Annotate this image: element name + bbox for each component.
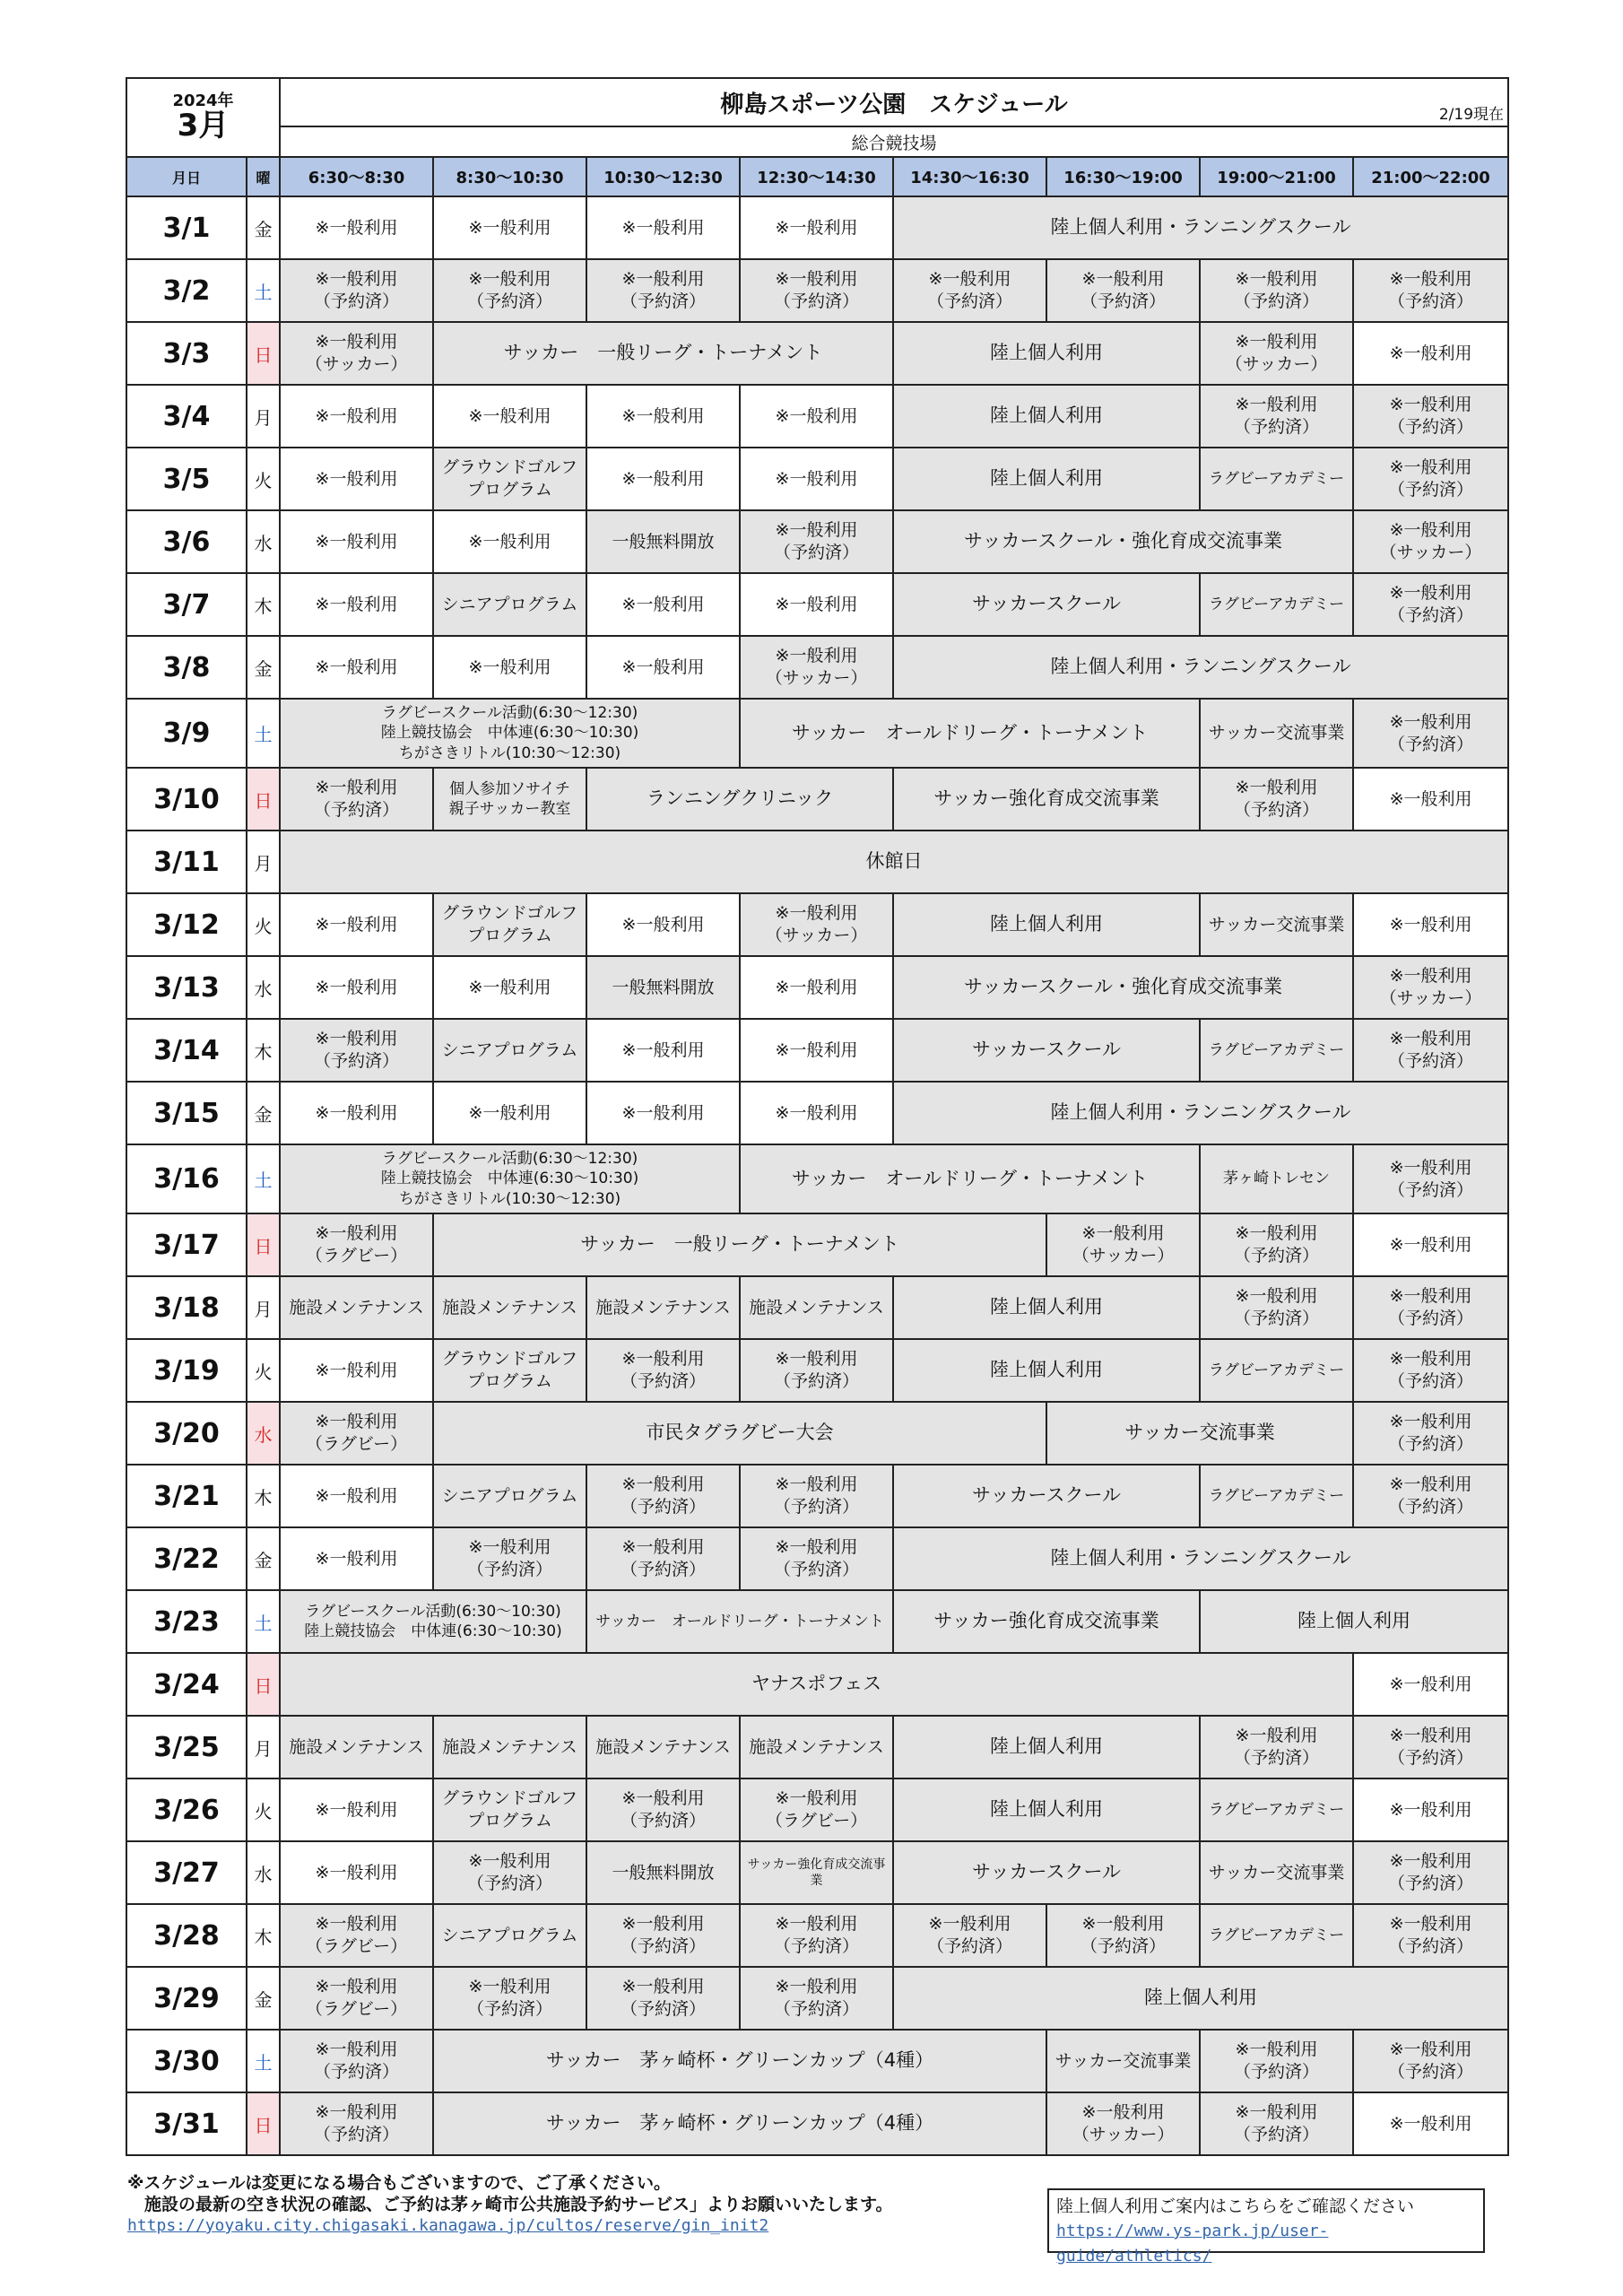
- schedule-cell: ランニングクリニック: [586, 768, 893, 831]
- date-cell: 3/12: [126, 893, 247, 956]
- schedule-cell: サッカー強化育成交流事業: [740, 1841, 893, 1904]
- schedule-cell: ※一般利用: [280, 893, 433, 956]
- schedule-cell: ※一般利用: [586, 636, 740, 699]
- schedule-cell: ラグビースクール活動(6:30～12:30) 陸上競技協会 中体連(6:30～10:30) ちがさきリトル(10:30～12:30): [280, 699, 740, 768]
- date-cell: 3/31: [126, 2092, 247, 2155]
- col-header-slot: 16:30～19:00: [1046, 157, 1200, 196]
- schedule-cell: ※一般利用: [740, 196, 893, 259]
- schedule-cell: ※一般利用: [586, 196, 740, 259]
- schedule-cell: ※一般利用 （予約済）: [1200, 259, 1353, 322]
- schedule-cell: ※一般利用 （予約済）: [1200, 1276, 1353, 1339]
- schedule-cell: ※一般利用 （予約済）: [1353, 1019, 1508, 1082]
- weekday-cell: 火: [247, 1779, 280, 1841]
- schedule-cell: ※一般利用 （サッカー）: [1046, 2092, 1200, 2155]
- schedule-row: [126, 1904, 1508, 1967]
- date-cell: 3/2: [126, 259, 247, 322]
- schedule-cell: サッカー交流事業: [1200, 893, 1353, 956]
- weekday-cell: 土: [247, 699, 280, 768]
- weekday-cell: 金: [247, 1082, 280, 1144]
- schedule-cell: 陸上個人利用: [893, 322, 1200, 385]
- schedule-row: [126, 1527, 1508, 1590]
- date-cell: 3/4: [126, 385, 247, 448]
- athletics-info-box: [1047, 2188, 1485, 2266]
- date-cell: 3/25: [126, 1716, 247, 1779]
- date-cell: 3/19: [126, 1339, 247, 1402]
- schedule-row: [126, 1841, 1508, 1904]
- schedule-cell: ※一般利用 （予約済）: [433, 1967, 586, 2030]
- schedule-cell: 施設メンテナンス: [740, 1716, 893, 1779]
- schedule-cell: サッカースクール・強化育成交流事業: [893, 956, 1353, 1019]
- col-header-date: 月日: [126, 157, 247, 196]
- date-cell: 3/8: [126, 636, 247, 699]
- schedule-cell: ※一般利用 （予約済）: [893, 259, 1046, 322]
- schedule-cell: ※一般利用: [1353, 1779, 1508, 1841]
- schedule-cell: ※一般利用: [433, 385, 586, 448]
- schedule-cell: ※一般利用: [740, 573, 893, 636]
- schedule-cell: 陸上個人利用: [893, 1339, 1200, 1402]
- date-cell: 3/17: [126, 1213, 247, 1276]
- schedule-cell: ※一般利用 （予約済）: [433, 1841, 586, 1904]
- schedule-cell: ※一般利用 （予約済）: [1353, 1716, 1508, 1779]
- schedule-row: [126, 956, 1508, 1019]
- schedule-cell: 陸上個人利用: [893, 893, 1200, 956]
- weekday-cell: 土: [247, 1590, 280, 1653]
- schedule-row: [126, 1339, 1508, 1402]
- schedule-cell: 茅ヶ崎トレセン: [1200, 1144, 1353, 1213]
- date-cell: 3/24: [126, 1653, 247, 1716]
- year-label: 2024年: [172, 91, 234, 110]
- schedule-cell: 陸上個人利用: [893, 1967, 1508, 2030]
- schedule-cell: ※一般利用: [740, 1019, 893, 1082]
- date-cell: 3/23: [126, 1590, 247, 1653]
- schedule-row: [126, 2092, 1508, 2155]
- schedule-cell: ※一般利用: [586, 573, 740, 636]
- schedule-cell: ※一般利用: [280, 196, 433, 259]
- schedule-cell: 陸上個人利用・ランニングスクール: [893, 196, 1508, 259]
- col-header-slot: 14:30～16:30: [893, 157, 1046, 196]
- schedule-cell: ※一般利用: [1353, 1653, 1508, 1716]
- schedule-cell: ※一般利用: [586, 893, 740, 956]
- schedule-row: [126, 1144, 1508, 1213]
- title-text: 柳島スポーツ公園 スケジュール: [720, 91, 1068, 118]
- schedule-cell: ラグビースクール活動(6:30～12:30) 陸上競技協会 中体連(6:30～10:30) ちがさきリトル(10:30～12:30): [280, 1144, 740, 1213]
- schedule-cell: 陸上個人利用: [893, 448, 1200, 510]
- schedule-cell: ※一般利用: [280, 1527, 433, 1590]
- schedule-cell: 一般無料開放: [586, 1841, 740, 1904]
- schedule-cell: ※一般利用 （予約済）: [586, 1465, 740, 1527]
- schedule-cell: ※一般利用 （予約済）: [1353, 699, 1508, 768]
- schedule-cell: ※一般利用 （予約済）: [433, 1527, 586, 1590]
- schedule-cell: 市民タグラグビー大会: [433, 1402, 1046, 1465]
- schedule-cell: ※一般利用: [280, 573, 433, 636]
- schedule-cell: 一般無料開放: [586, 956, 740, 1019]
- weekday-cell: 木: [247, 1904, 280, 1967]
- schedule-cell: サッカー 一般リーグ・トーナメント: [433, 322, 893, 385]
- schedule-cell: ※一般利用 （予約済）: [1353, 1841, 1508, 1904]
- schedule-cell: ※一般利用 （予約済）: [740, 259, 893, 322]
- date-cell: 3/13: [126, 956, 247, 1019]
- weekday-cell: 木: [247, 1465, 280, 1527]
- schedule-cell: ※一般利用 （予約済）: [1200, 2092, 1353, 2155]
- schedule-cell: ※一般利用: [280, 448, 433, 510]
- schedule-cell: ※一般利用 （ラグビー）: [280, 1213, 433, 1276]
- weekday-cell: 金: [247, 1967, 280, 2030]
- schedule-row: [126, 1402, 1508, 1465]
- weekday-cell: 水: [247, 510, 280, 573]
- schedule-cell: サッカー 茅ヶ崎杯・グリーンカップ（4種）: [433, 2092, 1046, 2155]
- schedule-cell: ※一般利用: [280, 636, 433, 699]
- schedule-cell: ※一般利用: [740, 448, 893, 510]
- col-header-slot: 12:30～14:30: [740, 157, 893, 196]
- weekday-cell: 火: [247, 448, 280, 510]
- schedule-cell: 個人参加ソサイチ 親子サッカー教室: [433, 768, 586, 831]
- schedule-cell: ※一般利用: [1353, 2092, 1508, 2155]
- weekday-cell: 月: [247, 831, 280, 893]
- schedule-cell: ※一般利用 （予約済）: [1353, 1402, 1508, 1465]
- schedule-cell: ※一般利用 （予約済）: [586, 1527, 740, 1590]
- date-cell: 3/6: [126, 510, 247, 573]
- schedule-cell: ※一般利用 （サッカー）: [740, 636, 893, 699]
- date-cell: 3/30: [126, 2030, 247, 2092]
- schedule-cell: 陸上個人利用: [893, 385, 1200, 448]
- schedule-cell: サッカー交流事業: [1200, 1841, 1353, 1904]
- date-cell: 3/26: [126, 1779, 247, 1841]
- schedule-cell: ※一般利用 （サッカー）: [740, 893, 893, 956]
- weekday-cell: 水: [247, 1402, 280, 1465]
- schedule-row: [126, 510, 1508, 573]
- footer-notes: [127, 2172, 892, 2237]
- schedule-cell: ※一般利用 （予約済）: [280, 2030, 433, 2092]
- date-cell: 3/16: [126, 1144, 247, 1213]
- schedule-cell: ※一般利用 （予約済）: [1353, 385, 1508, 448]
- schedule-row: [126, 768, 1508, 831]
- schedule-cell: ※一般利用 （予約済）: [1353, 1144, 1508, 1213]
- schedule-cell: ※一般利用: [433, 956, 586, 1019]
- schedule-cell: 施設メンテナンス: [740, 1276, 893, 1339]
- schedule-cell: ※一般利用 （予約済）: [740, 510, 893, 573]
- weekday-cell: 日: [247, 1653, 280, 1716]
- col-header-slot: 8:30～10:30: [433, 157, 586, 196]
- schedule-cell: ※一般利用 （予約済）: [586, 1967, 740, 2030]
- schedule-row: [126, 573, 1508, 636]
- schedule-cell: 陸上個人利用: [893, 1716, 1200, 1779]
- schedule-cell: ※一般利用 （予約済）: [586, 1339, 740, 1402]
- col-header-slot: 6:30～8:30: [280, 157, 433, 196]
- weekday-cell: 土: [247, 259, 280, 322]
- schedule-row: [126, 636, 1508, 699]
- schedule-cell: ※一般利用 （予約済）: [1353, 448, 1508, 510]
- schedule-cell: ※一般利用 （予約済）: [586, 259, 740, 322]
- schedule-cell: ※一般利用 （サッカー）: [1046, 1213, 1200, 1276]
- schedule-cell: ※一般利用 （予約済）: [586, 1779, 740, 1841]
- weekday-cell: 月: [247, 1716, 280, 1779]
- schedule-cell: サッカー強化育成交流事業: [893, 1590, 1200, 1653]
- schedule-cell: 陸上個人利用: [1200, 1590, 1508, 1653]
- schedule-cell: ※一般利用 （予約済）: [1353, 573, 1508, 636]
- schedule-cell: サッカー 一般リーグ・トーナメント: [433, 1213, 1046, 1276]
- schedule-cell: ※一般利用: [280, 1779, 433, 1841]
- weekday-cell: 水: [247, 1841, 280, 1904]
- schedule-cell: ※一般利用 （予約済）: [1046, 259, 1200, 322]
- schedule-cell: ※一般利用: [433, 1082, 586, 1144]
- schedule-cell: ※一般利用 （予約済）: [280, 1019, 433, 1082]
- date-cell: 3/27: [126, 1841, 247, 1904]
- schedule-cell: シニアプログラム: [433, 1019, 586, 1082]
- notice-line: 施設の最新の空き状況の確認、ご予約は茅ヶ崎市公共施設予約サービス」よりお願いいたします。: [127, 2195, 893, 2214]
- schedule-row: [126, 259, 1508, 322]
- schedule-cell: ※一般利用 （予約済）: [433, 259, 586, 322]
- schedule-cell: ※一般利用 （サッカー）: [1200, 322, 1353, 385]
- schedule-cell: ※一般利用: [586, 385, 740, 448]
- schedule-cell: 陸上個人利用・ランニングスクール: [893, 1082, 1508, 1144]
- date-cell: 3/22: [126, 1527, 247, 1590]
- schedule-cell: ※一般利用 （予約済）: [893, 1904, 1046, 1967]
- schedule-cell: ラグビーアカデミー: [1200, 448, 1353, 510]
- weekday-cell: 火: [247, 1339, 280, 1402]
- schedule-cell: 休館日: [280, 831, 1508, 893]
- schedule-cell: 陸上個人利用・ランニングスクール: [893, 636, 1508, 699]
- schedule-row: [126, 1779, 1508, 1841]
- schedule-cell: 施設メンテナンス: [586, 1716, 740, 1779]
- page-title: [280, 78, 1508, 126]
- schedule-row: [126, 196, 1508, 259]
- schedule-row: [126, 1276, 1508, 1339]
- schedule-cell: ※一般利用: [740, 956, 893, 1019]
- weekday-cell: 金: [247, 1527, 280, 1590]
- weekday-cell: 日: [247, 2092, 280, 2155]
- schedule-table: [126, 77, 1509, 2156]
- schedule-row: [126, 1716, 1508, 1779]
- schedule-row: [126, 448, 1508, 510]
- schedule-cell: ラグビーアカデミー: [1200, 1019, 1353, 1082]
- schedule-cell: ※一般利用 （予約済）: [740, 1967, 893, 2030]
- schedule-cell: ※一般利用 （予約済）: [1353, 259, 1508, 322]
- schedule-cell: ※一般利用 （予約済）: [740, 1339, 893, 1402]
- schedule-cell: ※一般利用: [280, 956, 433, 1019]
- col-header-slot: 10:30～12:30: [586, 157, 740, 196]
- schedule-cell: ラグビーアカデミー: [1200, 1339, 1353, 1402]
- weekday-cell: 土: [247, 2030, 280, 2092]
- weekday-cell: 日: [247, 1213, 280, 1276]
- schedule-cell: ※一般利用 （予約済）: [740, 1527, 893, 1590]
- schedule-cell: グラウンドゴルフ プログラム: [433, 1339, 586, 1402]
- schedule-row: [126, 1213, 1508, 1276]
- schedule-cell: サッカー交流事業: [1200, 699, 1353, 768]
- schedule-cell: グラウンドゴルフ プログラム: [433, 448, 586, 510]
- schedule-row: [126, 699, 1508, 768]
- schedule-cell: ※一般利用 （予約済）: [1200, 2030, 1353, 2092]
- date-cell: 3/10: [126, 768, 247, 831]
- weekday-cell: 木: [247, 573, 280, 636]
- schedule-cell: 施設メンテナンス: [433, 1716, 586, 1779]
- schedule-cell: ※一般利用: [433, 196, 586, 259]
- schedule-cell: シニアプログラム: [433, 573, 586, 636]
- schedule-cell: サッカースクール・強化育成交流事業: [893, 510, 1353, 573]
- schedule-cell: ヤナスポフェス: [280, 1653, 1353, 1716]
- weekday-cell: 木: [247, 1019, 280, 1082]
- col-header-slot: 21:00～22:00: [1353, 157, 1508, 196]
- schedule-cell: ※一般利用: [1353, 768, 1508, 831]
- weekday-cell: 火: [247, 893, 280, 956]
- schedule-cell: ラグビーアカデミー: [1200, 1465, 1353, 1527]
- date-cell: 3/7: [126, 573, 247, 636]
- schedule-cell: ※一般利用 （予約済）: [586, 1904, 740, 1967]
- schedule-cell: サッカースクール: [893, 1465, 1200, 1527]
- schedule-cell: ※一般利用 （予約済）: [1353, 1276, 1508, 1339]
- schedule-cell: ラグビースクール活動(6:30～10:30) 陸上競技協会 中体連(6:30～10:30): [280, 1590, 586, 1653]
- schedule-row: [126, 1019, 1508, 1082]
- schedule-cell: ※一般利用 （サッカー）: [1353, 510, 1508, 573]
- weekday-cell: 水: [247, 956, 280, 1019]
- schedule-cell: ラグビーアカデミー: [1200, 1904, 1353, 1967]
- schedule-cell: サッカー強化育成交流事業: [893, 768, 1200, 831]
- schedule-cell: サッカー 茅ヶ崎杯・グリーンカップ（4種）: [433, 2030, 1046, 2092]
- date-cell: 3/1: [126, 196, 247, 259]
- schedule-cell: ※一般利用 （予約済）: [740, 1465, 893, 1527]
- schedule-cell: 陸上個人利用: [893, 1779, 1200, 1841]
- schedule-cell: ※一般利用: [740, 1082, 893, 1144]
- schedule-cell: ※一般利用 （予約済）: [1353, 1339, 1508, 1402]
- info-text: 陸上個人利用ご案内はこちらをご確認ください: [1056, 2196, 1415, 2216]
- schedule-cell: 施設メンテナンス: [280, 1276, 433, 1339]
- weekday-cell: 日: [247, 322, 280, 385]
- schedule-cell: ※一般利用: [1353, 322, 1508, 385]
- schedule-cell: サッカースクール: [893, 1841, 1200, 1904]
- schedule-cell: ※一般利用: [433, 510, 586, 573]
- schedule-cell: ※一般利用 （予約済）: [280, 768, 433, 831]
- schedule-cell: ※一般利用: [280, 385, 433, 448]
- reservation-link[interactable]: https://yoyaku.city.chigasaki.kanagawa.jp/cultos/reserve/gin_init2: [127, 2216, 769, 2235]
- schedule-row: [126, 385, 1508, 448]
- notice-line: ※スケジュールは変更になる場合もございますので、ご了承ください。: [127, 2173, 671, 2193]
- schedule-cell: ※一般利用 （予約済）: [1046, 1904, 1200, 1967]
- schedule-cell: サッカー オールドリーグ・トーナメント: [740, 699, 1200, 768]
- schedule-cell: ※一般利用: [280, 1841, 433, 1904]
- schedule-cell: ※一般利用 （予約済）: [1200, 385, 1353, 448]
- venue-label: 総合競技場: [280, 126, 1508, 157]
- schedule-cell: ※一般利用: [280, 1082, 433, 1144]
- schedule-row: [126, 1465, 1508, 1527]
- date-cell: 3/15: [126, 1082, 247, 1144]
- schedule-row: [126, 1082, 1508, 1144]
- schedule-cell: ※一般利用: [433, 636, 586, 699]
- date-cell: 3/29: [126, 1967, 247, 2030]
- schedule-cell: ※一般利用 （予約済）: [1200, 768, 1353, 831]
- schedule-cell: サッカー交流事業: [1046, 2030, 1200, 2092]
- schedule-cell: シニアプログラム: [433, 1904, 586, 1967]
- date-cell: 3/11: [126, 831, 247, 893]
- schedule-cell: ※一般利用: [280, 1465, 433, 1527]
- schedule-cell: サッカー オールドリーグ・トーナメント: [586, 1590, 893, 1653]
- schedule-row: [126, 1967, 1508, 2030]
- schedule-cell: ※一般利用 （予約済）: [1200, 1716, 1353, 1779]
- schedule-cell: ※一般利用 （ラグビー）: [280, 1904, 433, 1967]
- schedule-row: [126, 831, 1508, 893]
- schedule-cell: ※一般利用: [586, 1082, 740, 1144]
- date-cell: 3/3: [126, 322, 247, 385]
- schedule-cell: ※一般利用 （予約済）: [280, 2092, 433, 2155]
- schedule-cell: サッカー オールドリーグ・トーナメント: [740, 1144, 1200, 1213]
- schedule-cell: 施設メンテナンス: [280, 1716, 433, 1779]
- weekday-cell: 月: [247, 1276, 280, 1339]
- schedule-cell: ※一般利用: [1353, 893, 1508, 956]
- schedule-cell: ※一般利用 （サッカー）: [1353, 956, 1508, 1019]
- schedule-cell: ※一般利用 （ラグビー）: [740, 1779, 893, 1841]
- schedule-cell: ※一般利用 （ラグビー）: [280, 1402, 433, 1465]
- schedule-cell: サッカー交流事業: [1046, 1402, 1353, 1465]
- schedule-cell: ※一般利用 （予約済）: [1200, 1213, 1353, 1276]
- schedule-cell: ※一般利用 （予約済）: [1353, 1904, 1508, 1967]
- year-month-header: [126, 78, 280, 157]
- schedule-cell: ※一般利用: [1353, 1213, 1508, 1276]
- schedule-cell: ラグビーアカデミー: [1200, 1779, 1353, 1841]
- schedule-row: [126, 893, 1508, 956]
- schedule-cell: 一般無料開放: [586, 510, 740, 573]
- schedule-row: [126, 322, 1508, 385]
- athletics-guide-link[interactable]: https://www.ys-park.jp/user-guide/athletics/: [1056, 2222, 1329, 2266]
- schedule-cell: ※一般利用 （サッカー）: [280, 322, 433, 385]
- weekday-cell: 日: [247, 768, 280, 831]
- schedule-cell: ※一般利用 （ラグビー）: [280, 1967, 433, 2030]
- column-header-row: [126, 157, 1508, 196]
- schedule-cell: ※一般利用: [740, 385, 893, 448]
- schedule-cell: ※一般利用: [586, 1019, 740, 1082]
- date-cell: 3/21: [126, 1465, 247, 1527]
- weekday-cell: 土: [247, 1144, 280, 1213]
- schedule-cell: ※一般利用 （予約済）: [1353, 2030, 1508, 2092]
- month-label: 3月: [177, 107, 230, 144]
- schedule-cell: ※一般利用: [586, 448, 740, 510]
- schedule-cell: シニアプログラム: [433, 1465, 586, 1527]
- schedule-row: [126, 1653, 1508, 1716]
- schedule-cell: サッカースクール: [893, 1019, 1200, 1082]
- schedule-cell: 施設メンテナンス: [433, 1276, 586, 1339]
- col-header-slot: 19:00～21:00: [1200, 157, 1353, 196]
- schedule-cell: 施設メンテナンス: [586, 1276, 740, 1339]
- date-cell: 3/9: [126, 699, 247, 768]
- schedule-cell: 陸上個人利用: [893, 1276, 1200, 1339]
- schedule-cell: グラウンドゴルフ プログラム: [433, 893, 586, 956]
- schedule-cell: ※一般利用: [280, 1339, 433, 1402]
- schedule-cell: サッカースクール: [893, 573, 1200, 636]
- schedule-cell: ※一般利用: [280, 510, 433, 573]
- schedule-cell: ラグビーアカデミー: [1200, 573, 1353, 636]
- col-header-dow: 曜: [247, 157, 280, 196]
- as-of-date: 2/19現在: [1438, 106, 1505, 124]
- schedule-row: [126, 1590, 1508, 1653]
- schedule-cell: 陸上個人利用・ランニングスクール: [893, 1527, 1508, 1590]
- date-cell: 3/18: [126, 1276, 247, 1339]
- date-cell: 3/28: [126, 1904, 247, 1967]
- weekday-cell: 金: [247, 636, 280, 699]
- date-cell: 3/5: [126, 448, 247, 510]
- schedule-cell: ※一般利用 （予約済）: [280, 259, 433, 322]
- schedule-row: [126, 2030, 1508, 2092]
- date-cell: 3/20: [126, 1402, 247, 1465]
- date-cell: 3/14: [126, 1019, 247, 1082]
- weekday-cell: 月: [247, 385, 280, 448]
- schedule-cell: ※一般利用 （予約済）: [1353, 1465, 1508, 1527]
- weekday-cell: 金: [247, 196, 280, 259]
- schedule-cell: グラウンドゴルフ プログラム: [433, 1779, 586, 1841]
- schedule-cell: ※一般利用 （予約済）: [740, 1904, 893, 1967]
